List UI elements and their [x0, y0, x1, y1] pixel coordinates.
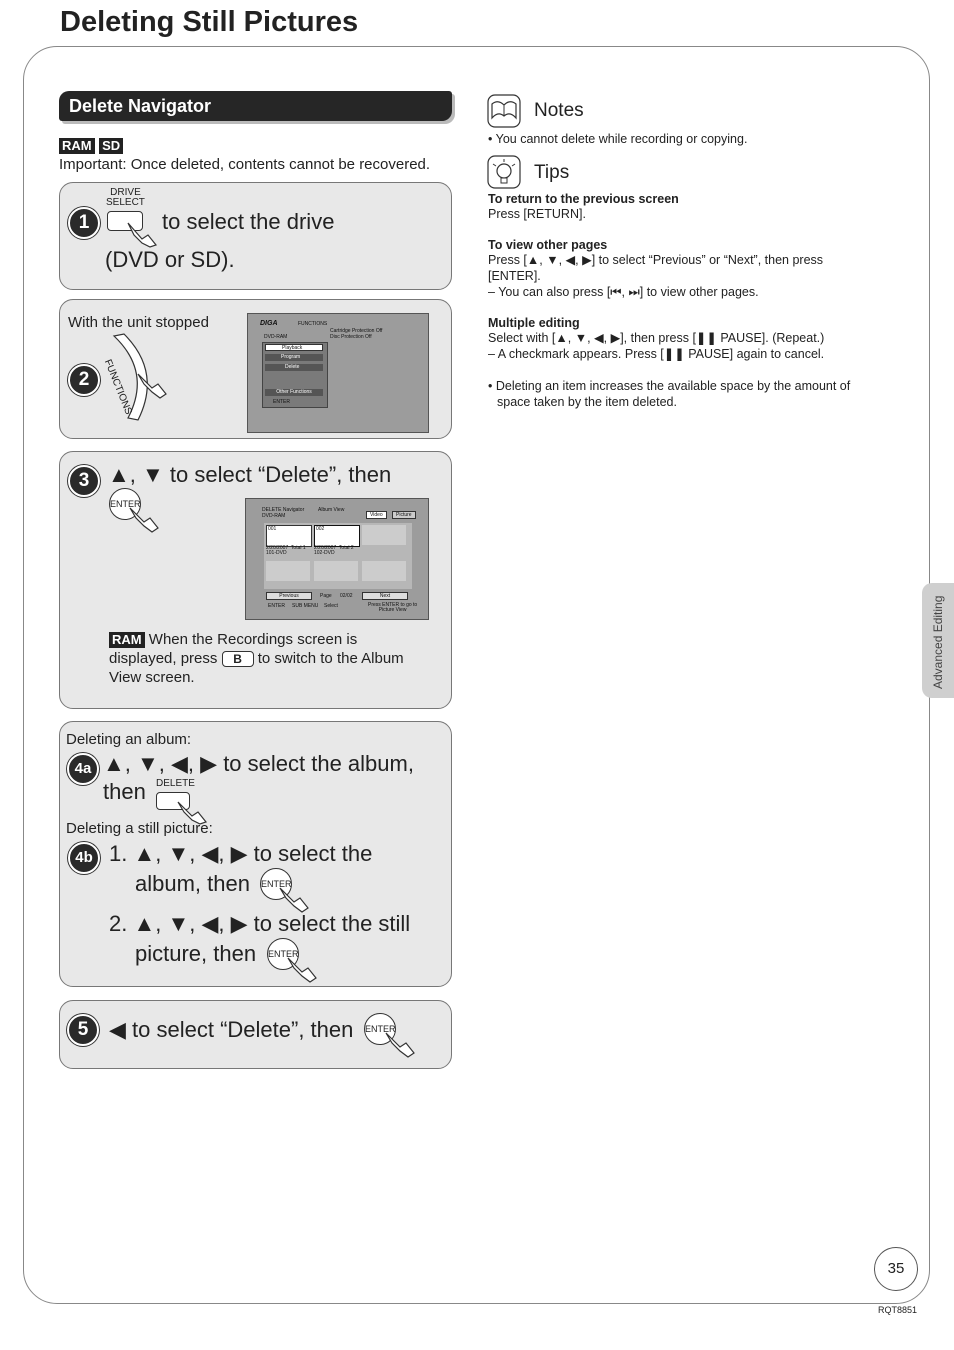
- step-2-box: [59, 299, 452, 439]
- tip-line: – You can also press [⏮, ⏭] to view other pages.: [488, 285, 759, 299]
- step-4-box: [59, 721, 452, 987]
- tip-line: Press [RETURN].: [488, 207, 586, 221]
- step-number: 2: [68, 364, 100, 396]
- thumbnail-empty: [362, 561, 406, 581]
- badge-sd: SD: [99, 138, 123, 154]
- menu-item-other-functions[interactable]: Other Functions: [265, 389, 323, 396]
- note-line-d: View screen.: [109, 669, 195, 686]
- enter-button[interactable]: ENTER: [267, 938, 299, 970]
- step-number: 1: [68, 207, 100, 239]
- side-tab-label: Advanced Editing: [931, 595, 945, 689]
- footer-select: Select: [324, 603, 338, 609]
- step-4b-2-text: to select the still: [253, 911, 411, 936]
- tip-line: – A checkmark appears. Press [❚❚ PAUSE] again to cancel.: [488, 347, 825, 361]
- step-3-box: [59, 451, 452, 709]
- step-4b-1-prefix: 1.: [109, 841, 128, 866]
- tab-picture[interactable]: Picture: [392, 511, 416, 519]
- step-4b-2-text-2: picture, then: [135, 941, 257, 966]
- drive-label: DVD-RAM: [264, 334, 288, 340]
- album-intro: Deleting an album:: [66, 731, 192, 748]
- thumbnail-grid: [264, 523, 412, 589]
- previous-button[interactable]: Previous: [266, 592, 312, 600]
- pressing-hand-icon: [286, 954, 322, 984]
- page-number: 35: [874, 1247, 918, 1291]
- picture-intro: Deleting a still picture:: [66, 820, 213, 837]
- step-5-instruction: [109, 1017, 353, 1043]
- note-line-a: When the Recordings screen is: [148, 631, 358, 648]
- notes-item: • You cannot delete while recording or copying.: [488, 132, 748, 146]
- thumbnail-2-number: 002: [316, 526, 325, 532]
- enter-hint: ENTER: [273, 399, 290, 405]
- badge-ram: RAM: [59, 138, 95, 154]
- footer-submenu: SUB MENU: [292, 603, 319, 609]
- next-button[interactable]: Next: [362, 592, 408, 600]
- b-button[interactable]: B: [222, 651, 254, 667]
- thumbnail-2[interactable]: [314, 525, 360, 547]
- menu-item-playback[interactable]: Playback: [265, 344, 323, 351]
- page-label: Page: [320, 593, 332, 599]
- page-title: Deleting Still Pictures: [60, 6, 359, 38]
- left-arrow: ◀: [109, 1017, 126, 1042]
- notes-title: Notes: [534, 100, 584, 121]
- step-4b-1-text-2: album, then: [135, 871, 250, 896]
- menu-item-program[interactable]: Program: [265, 354, 323, 361]
- functions-key-label[interactable]: FUNCTIONS: [101, 358, 134, 417]
- tip-line: Select with [▲, ▼, ◀, ▶], then press [❚❚ PAUSE]. (Repeat.): [488, 331, 825, 345]
- step-2-intro: With the unit stopped: [68, 314, 209, 331]
- step-4b-line-2: [109, 911, 410, 937]
- direction-arrows: ▲, ▼, ◀, ▶: [133, 911, 248, 936]
- tips-lightbulb-icon: [487, 155, 521, 189]
- disc-protection: Disc Protection Off: [330, 334, 372, 340]
- thumbnail-empty: [314, 561, 358, 581]
- function-menu-panel: [262, 342, 328, 408]
- thumbnail-2-caption: 2/20/2007 Total 2 102-DVD: [314, 545, 354, 556]
- direction-arrows: ▲, ▼, ◀, ▶: [103, 751, 218, 776]
- tips-title: Tips: [534, 162, 570, 183]
- section-side-tab: [922, 583, 954, 698]
- footer-hint: Press ENTER to go to Picture View: [368, 602, 418, 613]
- step-3-note: [109, 630, 439, 687]
- step-number: 3: [68, 465, 100, 497]
- pressing-hand-icon: [136, 370, 170, 400]
- menu-item-delete[interactable]: Delete: [265, 364, 323, 371]
- step-4b-1-text: to select the: [253, 841, 373, 866]
- badge-ram: RAM: [109, 632, 145, 648]
- step-4a-then: then: [103, 779, 146, 804]
- step-number-4a: 4a: [67, 753, 99, 785]
- brand-logo: DIGA: [260, 320, 278, 327]
- tip-bullet-line: • Deleting an item increases the available space by the amount of: [488, 379, 851, 393]
- tip-heading: To view other pages: [488, 238, 608, 252]
- tab-video[interactable]: Video: [366, 511, 387, 519]
- notes-book-icon: [487, 94, 521, 128]
- drive-select-key-label: DRIVE SELECT: [106, 187, 145, 208]
- tip-heading: To return to the previous screen: [488, 192, 679, 206]
- thumbnail-empty: [362, 525, 406, 545]
- pressing-hand-icon: [278, 884, 314, 914]
- step-5-box: [59, 1000, 452, 1069]
- enter-button[interactable]: ENTER: [260, 868, 292, 900]
- note-line-c: to switch to the Album: [257, 650, 404, 667]
- cartridge-protection: Cartridge Protection Off: [330, 328, 383, 334]
- step-4a-line-1: [103, 751, 414, 777]
- step-1-text-b: (DVD or SD).: [105, 247, 235, 272]
- step-number: 5: [67, 1014, 99, 1046]
- step-5-text: to select “Delete”, then: [132, 1017, 354, 1042]
- important-note: Important: Once deleted, contents cannot be recovered.: [59, 156, 431, 173]
- thumbnail-empty: [266, 561, 310, 581]
- pressing-hand-icon: [384, 1029, 420, 1061]
- footer-enter: ENTER: [268, 603, 285, 609]
- screen-view: Album View: [318, 507, 345, 513]
- tip-bullet-line: space taken by the item deleted.: [497, 395, 677, 409]
- tip-line: Press [▲, ▼, ◀, ▶] to select “Previous” or “Next”, then press: [488, 253, 824, 267]
- drive-label: DVD-RAM: [262, 513, 286, 519]
- step-3-text: to select “Delete”, then: [169, 462, 392, 487]
- enter-button[interactable]: ENTER: [364, 1013, 396, 1045]
- step-1-box: [59, 182, 452, 290]
- note-line-b: displayed, press: [109, 650, 218, 667]
- step-1-text-a: to select the drive: [162, 209, 335, 234]
- enter-button[interactable]: ENTER: [109, 488, 141, 520]
- up-down-arrows: ▲, ▼: [108, 462, 164, 487]
- thumbnail-1-number: 001: [268, 526, 277, 532]
- screen-title: DELETE Navigator: [262, 507, 305, 513]
- thumbnail-1[interactable]: [266, 525, 312, 547]
- media-badges: [59, 137, 123, 155]
- tips-content: [488, 192, 888, 410]
- delete-key-label: DELETE: [156, 778, 195, 789]
- step-4a-text: to select the album,: [223, 751, 414, 776]
- screen-title: FUNCTIONS: [298, 321, 328, 327]
- album-view-screenshot: [245, 498, 429, 620]
- doc-code: RQT8851: [878, 1305, 918, 1315]
- thumbnail-1-caption: 2/20/2007 Total 1 101-DVD: [266, 545, 306, 556]
- step-4b-line-1: [109, 841, 372, 867]
- tip-heading: Multiple editing: [488, 316, 580, 330]
- step-3-instruction: [108, 462, 391, 488]
- tip-line: [ENTER].: [488, 269, 541, 283]
- pressing-hand-icon: [128, 504, 164, 534]
- step-4b-2-prefix: 2.: [109, 911, 128, 936]
- step-number-4b: 4b: [68, 842, 100, 874]
- pressing-hand-icon: [124, 219, 160, 249]
- page-value: 02/02: [340, 593, 353, 599]
- direction-arrows: ▲, ▼, ◀, ▶: [133, 841, 248, 866]
- functions-menu-screenshot: [247, 313, 429, 433]
- section-title: Delete Navigator: [59, 91, 452, 121]
